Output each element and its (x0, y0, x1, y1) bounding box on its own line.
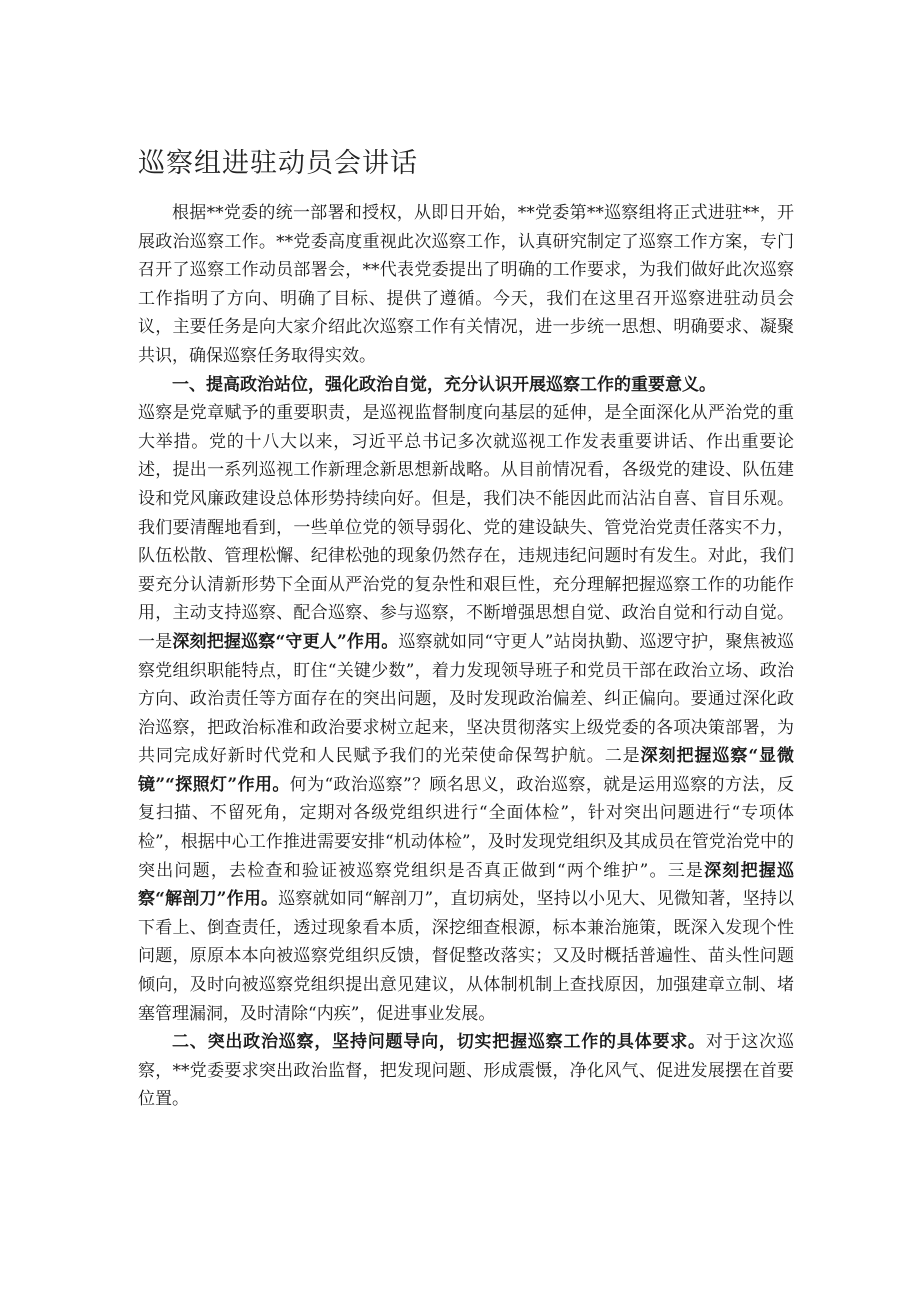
intro-paragraph: 根据**党委的统一部署和授权，从即日开始，**党委第**巡察组将正式进驻**，开展政治巡察工作。**党委高度重视此次巡察工作，认真研究制定了巡察工作方案，专门召开了巡察工作动员部署会，**代表党委提出了明确的工作要求，为我们做好此次巡察工作指明了方向、明确了目标、提供了遵循。今天，我们在这里召开巡察进驻动员会议，主要任务是向大家介绍此次巡察工作有关情况，进一步统一思想、明确要求、凝聚共识，确保巡察任务取得实效。 (138, 203, 794, 366)
point-3-bold: 深刻把握巡察“解剖刀”作用。 (138, 860, 795, 910)
section-1-text-3: 何为“政治巡察”？顾名思义，政治巡察，就是运用巡察的方法，反复扫描、不留死角，定期对各级党组织进行“全面体检”，针对突出问题进行“专项体检”，根据中心工作推进需要安排“机动体检”，及时发现党组织及其成员在管党治党中的突出问题，去检查和验证被巡察党组织是否真正做到“两个维护”。三是 (138, 774, 794, 881)
point-1-bold: 深刻把握巡察“守更人”作用。 (172, 631, 399, 652)
section-1-paragraph (138, 399, 794, 1028)
section-1-text-2: 巡察就如同“守更人”站岗执勤、巡逻守护，聚焦被巡察党组织职能特点，盯住“关键少数”，着力发现领导班子和党员干部在政治立场、政治方向、政治责任等方面存在的突出问题，及时发现政治偏差、纠正偏向。要通过深化政治巡察，把政治标准和政治要求树立起来，坚决贯彻落实上级党委的各项决策部署，为共同完成好新时代党和人民赋予我们的光荣使命保驾护航。二是 (138, 631, 795, 767)
section-1-heading: 一、提高政治站位，强化政治自觉，充分认识开展巡察工作的重要意义。 (172, 374, 716, 395)
document-body (138, 199, 794, 1114)
section-2-text: 对于这次巡察，**党委要求突出政治监督，把发现问题、形成震慑，净化风气、促进发展摆在首要位置。 (138, 1032, 795, 1110)
document-title: 巡察组进驻动员会讲话 (138, 148, 418, 179)
section-2-paragraph (138, 1028, 794, 1114)
point-2-bold: 深刻把握巡察“显微镜”“探照灯”作用。 (138, 746, 795, 795)
section-1-text-4: 巡察就如同“解剖刀”，直切病处，坚持以小见大、见微知著，坚持以下看上、倒查责任，透过现象看本质，深挖细查根源，标本兼治施策，既深入发现个性问题，原原本本向被巡察党组织反馈，督促整改落实；又及时概括普遍性、苗头性问题倾向，及时向被巡察党组织提出意见建议，从体制机制上查找原因，加强建章立制、堵塞管理漏洞，及时清除“内疾”，促进事业发展。 (138, 889, 794, 1024)
section-2-heading: 二、突出政治巡察，坚持问题导向，切实把握巡察工作的具体要求。 (172, 1032, 706, 1053)
section-1-text-1: 巡察是党章赋予的重要职责，是巡视监督制度向基层的延伸，是全面深化从严治党的重大举措。党的十八大以来，习近平总书记多次就巡视工作发表重要讲话、作出重要论述，提出一系列巡视工作新理念新思想新战略。从目前情况看，各级党的建设、队伍建设和党风廉政建设总体形势持续向好。但是，我们决不能因此而沾沾自喜、盲目乐观。我们要清醒地看到，一些单位党的领导弱化、党的建设缺失、管党治党责任落实不力，队伍松散、管理松懈、纪律松弛的现象仍然存在，违规违纪问题时有发生。对此，我们要充分认清新形势下全面从严治党的复杂性和艰巨性，充分理解把握巡察工作的功能作用，主动支持巡察、配合巡察、参与巡察，不断增强思想自觉、政治自觉和行动自觉。一是 (138, 403, 794, 652)
